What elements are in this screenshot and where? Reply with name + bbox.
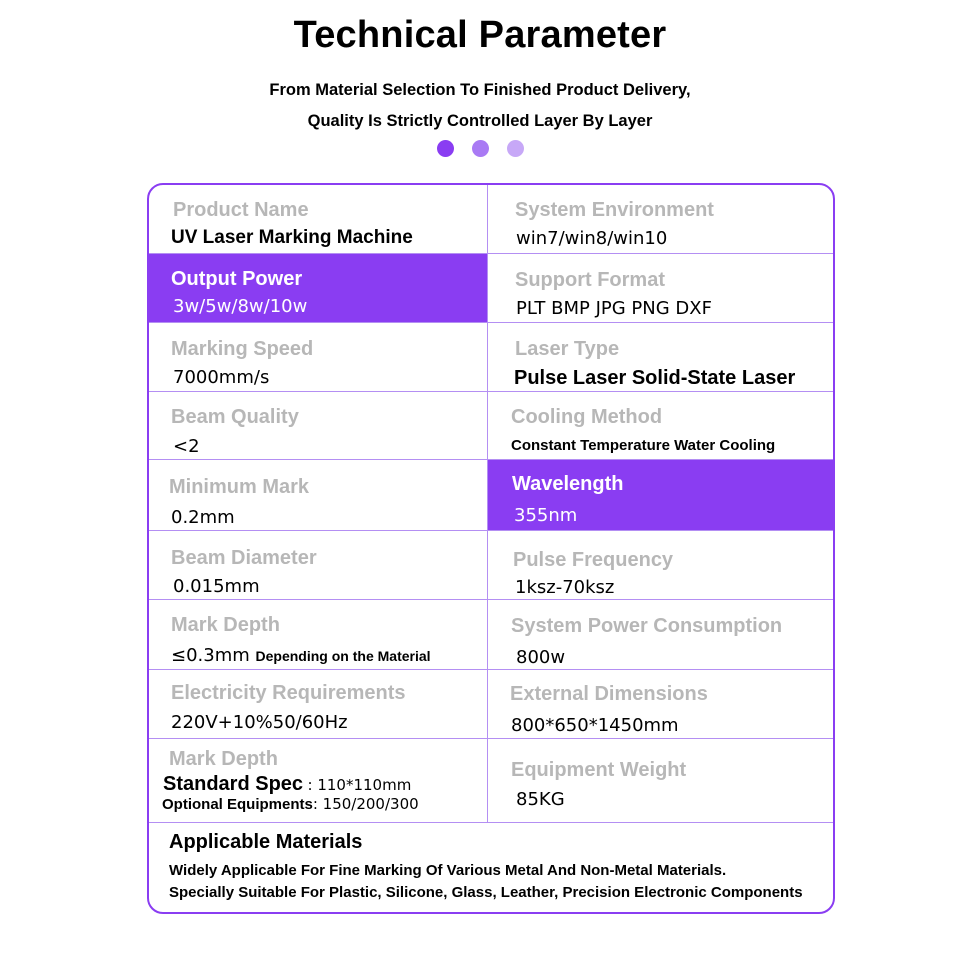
dot-3: [507, 140, 524, 157]
row-divider: [149, 530, 833, 531]
decorative-dots: [0, 140, 960, 157]
column-divider: [487, 185, 488, 822]
value-support-format: PLT BMP JPG PNG DXF: [516, 298, 712, 319]
value-minimum-mark: 0.2mm: [171, 507, 235, 528]
row-divider: [149, 391, 833, 392]
label-mark-depth: Mark Depth: [171, 614, 280, 636]
label-laser-type: Laser Type: [515, 338, 620, 360]
subtitle-line-2: Quality Is Strictly Controlled Layer By Layer: [307, 112, 653, 130]
label-output-power: Output Power: [171, 268, 303, 290]
label-electricity: Electricity Requirements: [171, 682, 406, 704]
label-support-format: Support Format: [515, 269, 665, 291]
parameter-table: [147, 183, 835, 914]
value-system-environment: win7/win8/win10: [516, 228, 668, 249]
value-system-power: 800w: [516, 647, 566, 668]
row-divider: [149, 599, 833, 600]
value-beam-quality: <2: [173, 436, 200, 457]
value-mark-depth: [171, 645, 431, 666]
label-beam-quality: Beam Quality: [171, 406, 299, 428]
applicable-materials-line-2: Specially Suitable For Plastic, Silicone, Glass, Leather, Precision Electronic Components: [169, 884, 803, 901]
dot-2: [472, 140, 489, 157]
value-wavelength: 355nm: [514, 505, 578, 526]
optional-equipments-label: Optional Equipments: [162, 796, 313, 813]
row-divider: [149, 322, 833, 323]
row-divider: [149, 459, 833, 460]
page-title: Technical Parameter: [293, 14, 667, 56]
label-beam-diameter: Beam Diameter: [171, 547, 317, 569]
label-product-name: Product Name: [173, 199, 309, 221]
label-cooling-method: Cooling Method: [511, 406, 663, 428]
value-laser-type: Pulse Laser Solid-State Laser: [514, 367, 796, 389]
standard-spec-label: Standard Spec: [163, 773, 304, 795]
value-electricity: 220V+10%50/60Hz: [171, 712, 348, 733]
label-wavelength: Wavelength: [512, 473, 624, 495]
value-external-dimensions: 800*650*1450mm: [511, 715, 679, 736]
applicable-materials-title: Applicable Materials: [169, 831, 363, 853]
value-output-power: 3w/5w/8w/10w: [173, 296, 308, 317]
label-mark-depth-2: Mark Depth: [169, 748, 278, 770]
standard-spec: [163, 773, 411, 796]
label-system-environment: System Environment: [515, 199, 714, 221]
label-minimum-mark: Minimum Mark: [169, 476, 310, 498]
label-equipment-weight: Equipment Weight: [511, 759, 687, 781]
value-marking-speed: 7000mm/s: [173, 367, 270, 388]
applicable-materials-line-1: Widely Applicable For Fine Marking Of Various Metal And Non-Metal Materials.: [169, 862, 727, 879]
subtitle-line-1: From Material Selection To Finished Product Delivery,: [269, 81, 691, 99]
row-divider: [149, 253, 833, 254]
mark-depth-note: Depending on the Material: [255, 648, 431, 664]
cell-output-power: [149, 254, 487, 322]
value-product-name: UV Laser Marking Machine: [171, 227, 413, 248]
dot-1: [437, 140, 454, 157]
label-marking-speed: Marking Speed: [171, 338, 314, 360]
row-divider: [149, 738, 833, 739]
optional-equipments: [162, 795, 419, 814]
optional-equipments-value: : 150/200/300: [312, 795, 419, 813]
row-divider: [149, 669, 833, 670]
mark-depth-value: ≤0.3mm: [171, 645, 250, 666]
value-equipment-weight: 85KG: [516, 789, 565, 810]
row-divider: [149, 822, 833, 823]
label-pulse-frequency: Pulse Frequency: [513, 549, 674, 571]
label-system-power: System Power Consumption: [511, 615, 783, 637]
cell-wavelength: [488, 459, 835, 530]
standard-spec-value: : 110*110mm: [307, 776, 412, 794]
value-cooling-method: Constant Temperature Water Cooling: [511, 437, 776, 454]
value-pulse-frequency: 1ksz-70ksz: [515, 577, 615, 598]
label-external-dimensions: External Dimensions: [510, 683, 708, 705]
value-beam-diameter: 0.015mm: [173, 576, 260, 597]
